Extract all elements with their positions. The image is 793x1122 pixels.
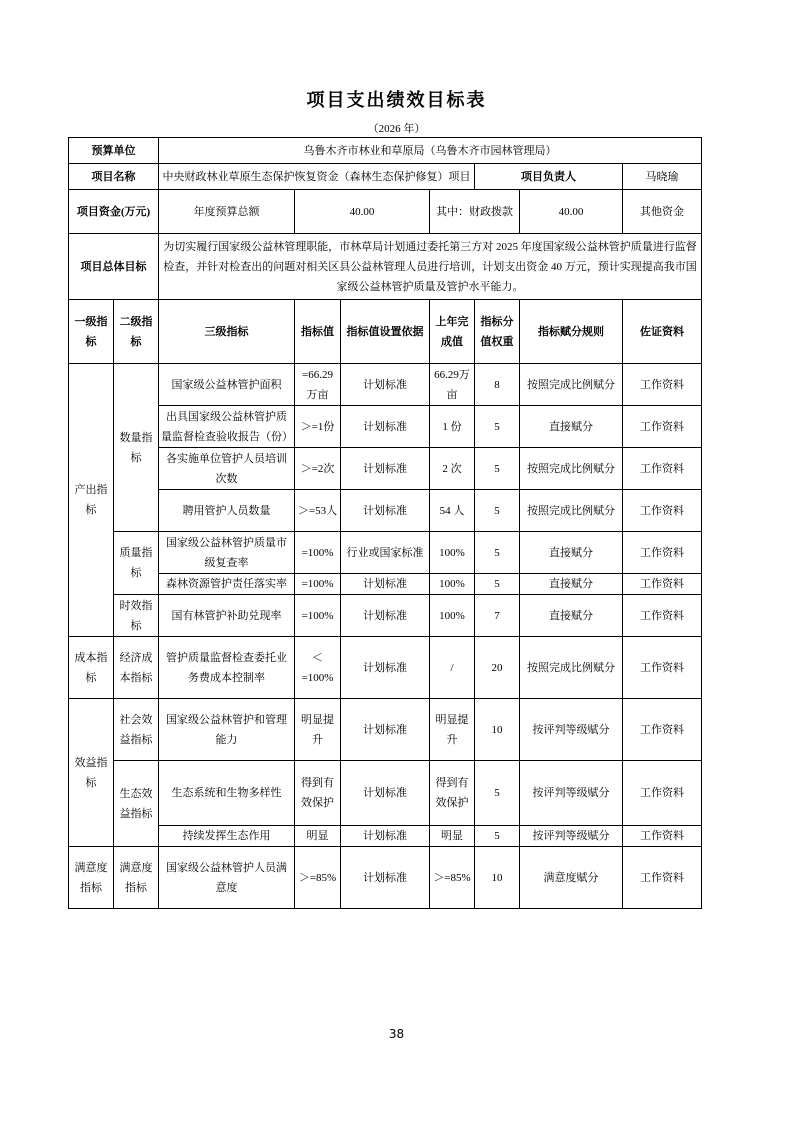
indicator-evidence: 工作资料	[623, 532, 702, 574]
fiscal-label: 其中：财政拨款	[430, 190, 520, 234]
performance-table	[68, 137, 702, 909]
indicator-evidence: 工作资料	[623, 574, 702, 595]
indicator-evidence: 工作资料	[623, 847, 702, 909]
table-row	[69, 847, 702, 909]
indicator-basis: 计划标准	[341, 826, 430, 847]
indicator-basis: 计划标准	[341, 406, 430, 448]
col-basis: 指标值设置依据	[341, 300, 430, 364]
col-level3: 三级指标	[159, 300, 295, 364]
indicator-value: ＞=53人	[295, 490, 341, 532]
indicator-basis: 计划标准	[341, 574, 430, 595]
row-budget-unit	[69, 138, 702, 164]
indicator-evidence: 工作资料	[623, 595, 702, 637]
indicator-value: =66.29万亩	[295, 364, 341, 406]
indicator-last: 得到有效保护	[430, 761, 475, 826]
indicator-weight: 20	[475, 637, 520, 699]
indicator-rule: 满意度赋分	[520, 847, 623, 909]
indicator-weight: 7	[475, 595, 520, 637]
goal-label: 项目总体目标	[69, 234, 159, 300]
other-funds	[623, 190, 702, 234]
indicator-name: 出具国家级公益林管护质量监督检查验收报告（份）	[159, 406, 295, 448]
level2-cell: 数量指标	[114, 364, 159, 532]
table-row	[69, 364, 702, 406]
indicator-name: 国家级公益林管护人员满意度	[159, 847, 295, 909]
indicator-last: 2 次	[430, 448, 475, 490]
indicator-weight: 10	[475, 847, 520, 909]
indicator-name: 国有林管护补助兑现率	[159, 595, 295, 637]
level2-cell: 质量指标	[114, 532, 159, 595]
indicator-rule: 按照完成比例赋分	[520, 364, 623, 406]
indicator-rule: 直接赋分	[520, 532, 623, 574]
indicator-last: ＞=85%	[430, 847, 475, 909]
indicator-basis: 计划标准	[341, 847, 430, 909]
level1-cell: 效益指标	[69, 699, 114, 847]
level1-cell: 成本指标	[69, 637, 114, 699]
indicator-last: /	[430, 637, 475, 699]
level2-cell: 满意度指标	[114, 847, 159, 909]
col-last-year: 上年完成值	[430, 300, 475, 364]
budget-unit-label: 预算单位	[69, 138, 159, 164]
indicator-value: =100%	[295, 574, 341, 595]
indicator-name: 生态系统和生物多样性	[159, 761, 295, 826]
row-funds	[69, 190, 702, 234]
col-value: 指标值	[295, 300, 341, 364]
table-row	[69, 490, 702, 532]
level2-cell: 社会效益指标	[114, 699, 159, 761]
table-row	[69, 406, 702, 448]
indicator-evidence: 工作资料	[623, 406, 702, 448]
owner-label: 项目负责人	[475, 164, 623, 190]
indicator-rule: 按照完成比例赋分	[520, 448, 623, 490]
indicator-weight: 5	[475, 532, 520, 574]
table-row	[69, 448, 702, 490]
indicator-value: 明显	[295, 826, 341, 847]
funds-label: 项目资金(万元)	[69, 190, 159, 234]
indicator-value: ＞=2次	[295, 448, 341, 490]
column-header-row	[69, 300, 702, 364]
project-name-value: 中央财政林业草原生态保护恢复资金（森林生态保护修复）项目	[159, 164, 475, 190]
col-rule: 指标赋分规则	[520, 300, 623, 364]
goal-text: 为切实履行国家级公益林管理职能，市林草局计划通过委托第三方对 2025 年度国家级公益林管护质量进行监督检查，并针对检查出的问题对相关区县公益林管理人员进行培训，计划支出资金 40 万元，预计实现提高我市国家级公益林管护质量及管护水平能力。	[159, 234, 702, 300]
indicator-name: 森林资源管护责任落实率	[159, 574, 295, 595]
level2-cell: 生态效益指标	[114, 761, 159, 847]
indicator-name: 管护质量监督检查委托业务费成本控制率	[159, 637, 295, 699]
indicator-rule: 按照完成比例赋分	[520, 490, 623, 532]
indicator-basis: 计划标准	[341, 761, 430, 826]
table-row	[69, 574, 702, 595]
indicator-last: 明显提升	[430, 699, 475, 761]
indicator-value: =100%	[295, 532, 341, 574]
col-evidence: 佐证资料	[623, 300, 702, 364]
indicator-rule: 按照完成比例赋分	[520, 637, 623, 699]
table-row	[69, 699, 702, 761]
indicator-weight: 5	[475, 490, 520, 532]
page-title: 项目支出绩效目标表	[306, 90, 487, 111]
table-row	[69, 595, 702, 637]
table-row	[69, 637, 702, 699]
indicator-value: 得到有效保护	[295, 761, 341, 826]
project-name-label: 项目名称	[69, 164, 159, 190]
fiscal-value: 40.00	[520, 190, 623, 234]
level1-cell: 满意度指标	[69, 847, 114, 909]
indicator-last: 100%	[430, 532, 475, 574]
table-row	[69, 826, 702, 847]
col-level1: 一级指标	[69, 300, 114, 364]
indicator-evidence: 工作资料	[623, 448, 702, 490]
indicator-value: ＞=1份	[295, 406, 341, 448]
indicator-value: ＞=85%	[295, 847, 341, 909]
col-weight: 指标分值权重	[475, 300, 520, 364]
row-project-name	[69, 164, 702, 190]
indicator-weight: 10	[475, 699, 520, 761]
indicator-basis: 计划标准	[341, 364, 430, 406]
indicator-value: 明显提升	[295, 699, 341, 761]
total-label: 年度预算总额	[159, 190, 295, 234]
indicator-basis: 计划标准	[341, 699, 430, 761]
level1-cell: 产出指标	[69, 364, 114, 637]
row-goal	[69, 234, 702, 300]
budget-unit-value: 乌鲁木齐市林业和草原局（乌鲁木齐市园林管理局）	[159, 138, 702, 164]
indicator-weight: 8	[475, 364, 520, 406]
indicator-name: 国家级公益林管护面积	[159, 364, 295, 406]
page-number: 38	[388, 1027, 405, 1041]
indicator-weight: 5	[475, 448, 520, 490]
indicator-rule: 直接赋分	[520, 595, 623, 637]
indicator-last: 1 份	[430, 406, 475, 448]
owner-value: 马晓瑜	[623, 164, 702, 190]
indicator-name: 各实施单位管护人员培训次数	[159, 448, 295, 490]
indicator-rule: 直接赋分	[520, 406, 623, 448]
indicator-weight: 5	[475, 826, 520, 847]
table-row	[69, 761, 702, 826]
indicator-evidence: 工作资料	[623, 364, 702, 406]
indicator-name: 国家级公益林管护质量市级复查率	[159, 532, 295, 574]
indicator-name: 国家级公益林管护和管理能力	[159, 699, 295, 761]
indicator-basis: 计划标准	[341, 490, 430, 532]
indicator-last: 54 人	[430, 490, 475, 532]
indicator-rule: 按评判等级赋分	[520, 761, 623, 826]
indicator-last: 100%	[430, 595, 475, 637]
indicator-last: 100%	[430, 574, 475, 595]
indicator-evidence: 工作资料	[623, 699, 702, 761]
indicator-evidence: 工作资料	[623, 490, 702, 532]
indicator-rule: 按评判等级赋分	[520, 826, 623, 847]
level2-cell: 经济成本指标	[114, 637, 159, 699]
table-row	[69, 532, 702, 574]
indicator-weight: 5	[475, 761, 520, 826]
indicator-evidence: 工作资料	[623, 761, 702, 826]
indicator-basis: 计划标准	[341, 448, 430, 490]
indicator-rule: 按评判等级赋分	[520, 699, 623, 761]
indicator-evidence: 工作资料	[623, 637, 702, 699]
indicator-weight: 5	[475, 574, 520, 595]
col-level2: 二级指标	[114, 300, 159, 364]
indicator-value: ＜=100%	[295, 637, 341, 699]
indicator-basis: 计划标准	[341, 595, 430, 637]
indicator-rule: 直接赋分	[520, 574, 623, 595]
indicator-weight: 5	[475, 406, 520, 448]
level2-cell: 时效指标	[114, 595, 159, 637]
indicator-name: 持续发挥生态作用	[159, 826, 295, 847]
other-label: 其他资金	[640, 205, 685, 218]
indicator-evidence: 工作资料	[623, 826, 702, 847]
total-value: 40.00	[295, 190, 430, 234]
indicator-basis: 计划标准	[341, 637, 430, 699]
indicator-last: 明显	[430, 826, 475, 847]
year-label: （2026 年）	[367, 123, 426, 135]
indicator-value: =100%	[295, 595, 341, 637]
indicator-basis: 行业或国家标准	[341, 532, 430, 574]
indicator-last: 66.29万亩	[430, 364, 475, 406]
indicator-name: 聘用管护人员数量	[159, 490, 295, 532]
